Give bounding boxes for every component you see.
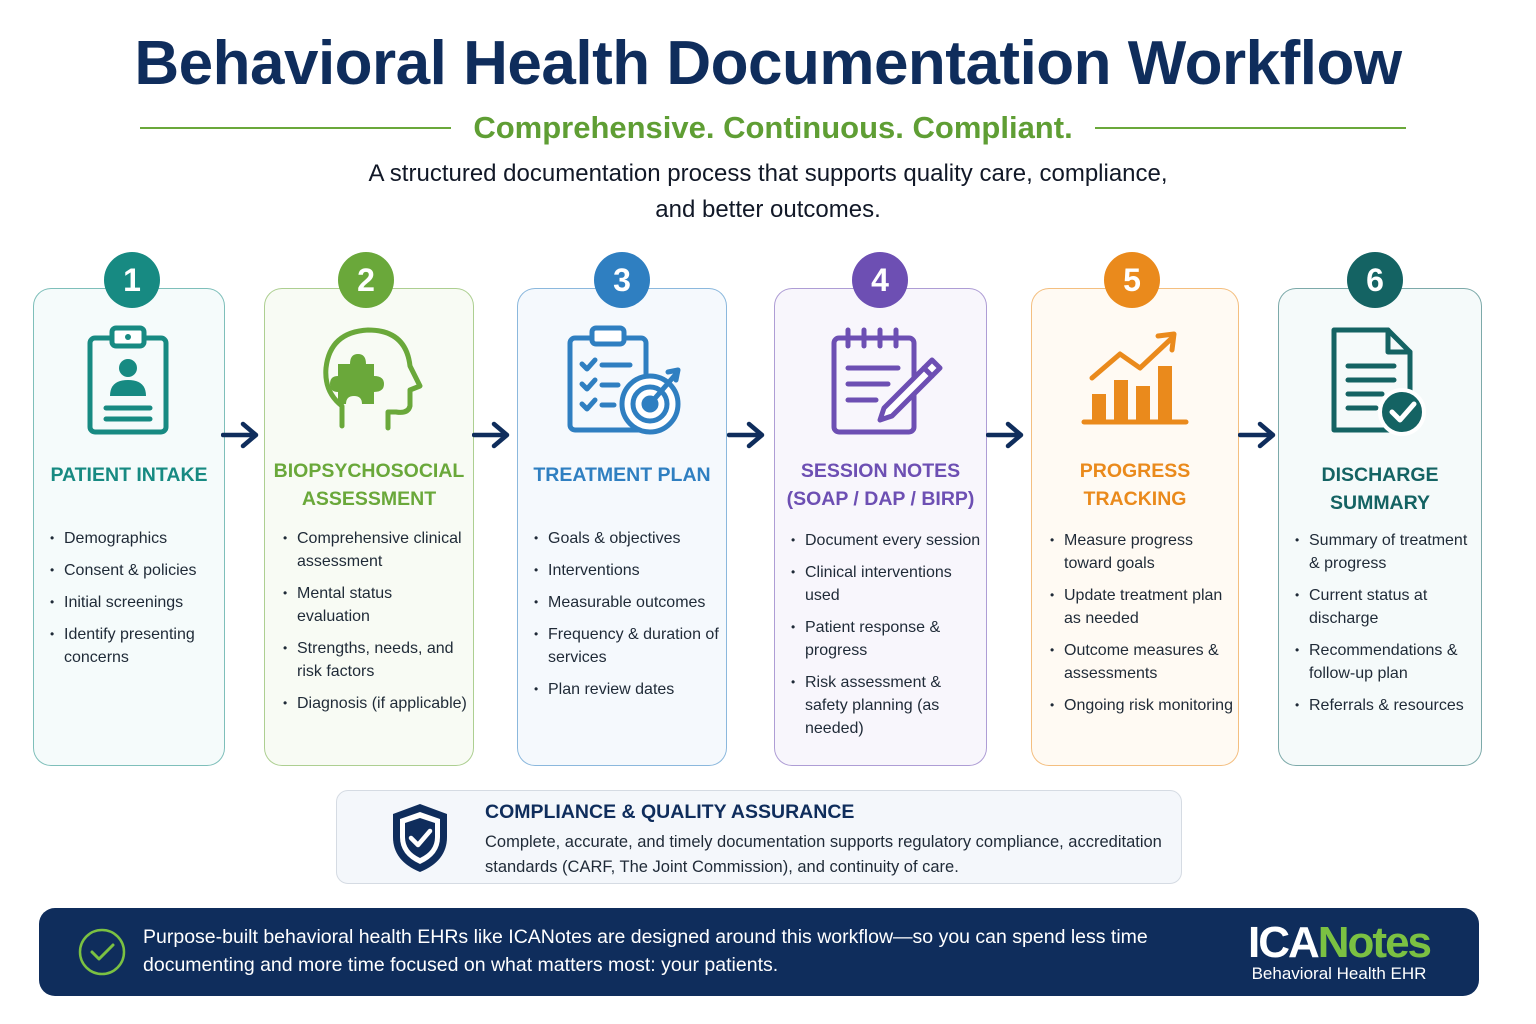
step-title: PATIENT INTAKE xyxy=(50,464,208,486)
icanotes-logo: ICANotes xyxy=(1247,918,1431,967)
step-title: PROGRESS TRACKING xyxy=(1079,460,1191,510)
list-item: • Consent & policies xyxy=(50,559,222,582)
document-check-icon xyxy=(1322,322,1442,442)
arrow-right-icon xyxy=(986,420,1026,450)
step-number-badge: 5 xyxy=(1104,252,1160,308)
list-item: • Referrals & resources xyxy=(1295,694,1481,717)
list-item: • Outcome measures & assessments xyxy=(1050,639,1236,685)
list-item: • Diagnosis (if applicable) xyxy=(283,692,469,715)
list-item: • Mental status evaluation xyxy=(283,582,469,628)
step-title: BIOPSYCHOSOCIAL ASSESSMENT xyxy=(273,460,465,510)
arrow-right-icon xyxy=(472,420,512,450)
step-list xyxy=(791,529,983,749)
checklist-target-icon xyxy=(564,320,684,440)
arrow-right-icon xyxy=(727,420,767,450)
list-item: • Strengths, needs, and risk factors xyxy=(283,637,469,683)
tagline-row xyxy=(140,106,1406,150)
list-item: • Update treatment plan as needed xyxy=(1050,584,1236,630)
list-item: • Identify presenting concerns xyxy=(50,623,222,669)
list-item: • Document every session xyxy=(791,529,983,552)
step-number-badge: 4 xyxy=(852,252,908,308)
compliance-text: Complete, accurate, and timely documentation supports regulatory compliance, accreditation standards (CARF, The Joint Commission), and continuity of care. xyxy=(485,833,1162,876)
step-list xyxy=(50,527,222,678)
list-item: • Initial screenings xyxy=(50,591,222,614)
step-title: DISCHARGE SUMMARY xyxy=(1321,464,1439,514)
list-item: • Clinical interventions used xyxy=(791,561,983,607)
page-title: Behavioral Health Documentation Workflow xyxy=(134,29,1402,98)
footer-text: Purpose-built behavioral health EHRs like ICANotes are designed around this workflow—so you can spend less time documenting and more time focused on what matters most: your patients. xyxy=(143,926,1148,976)
list-item: • Patient response & progress xyxy=(791,616,983,662)
step-number-badge: 2 xyxy=(338,252,394,308)
list-item: • Frequency & duration of services xyxy=(534,623,724,669)
list-item: • Ongoing risk monitoring xyxy=(1050,694,1236,717)
arrow-right-icon xyxy=(221,420,261,450)
step-list xyxy=(283,527,469,724)
tagline-divider-right xyxy=(1095,127,1406,129)
list-item: • Plan review dates xyxy=(534,678,724,701)
notepad-pencil-icon xyxy=(826,322,946,442)
check-circle-icon xyxy=(77,927,127,977)
list-item: • Interventions xyxy=(534,559,724,582)
list-item: • Measure progress toward goals xyxy=(1050,529,1236,575)
compliance-title: COMPLIANCE & QUALITY ASSURANCE xyxy=(485,801,855,823)
list-item: • Recommendations & follow-up plan xyxy=(1295,639,1481,685)
step-number-badge: 6 xyxy=(1347,252,1403,308)
tagline: Comprehensive. Continuous. Compliant. xyxy=(473,110,1073,145)
list-item: • Comprehensive clinical assessment xyxy=(283,527,469,573)
list-item: • Summary of treatment & progress xyxy=(1295,529,1481,575)
subtitle: A structured documentation process that supports quality care, compliance, and better outcomes. xyxy=(368,160,1168,223)
bar-chart-growth-icon xyxy=(1076,322,1196,442)
step-list xyxy=(1050,529,1236,726)
step-number-badge: 3 xyxy=(594,252,650,308)
tagline-divider-left xyxy=(140,127,451,129)
list-item: • Current status at discharge xyxy=(1295,584,1481,630)
head-puzzle-icon xyxy=(310,322,430,442)
arrow-right-icon xyxy=(1238,420,1278,450)
step-title: SESSION NOTES (SOAP / DAP / BIRP) xyxy=(786,460,975,510)
clipboard-person-icon xyxy=(68,320,188,440)
logo-subtitle: Behavioral Health EHR xyxy=(1251,964,1427,983)
step-list xyxy=(534,527,724,710)
list-item: • Risk assessment & safety planning (as needed) xyxy=(791,671,983,740)
compliance-panel xyxy=(336,790,1182,884)
footer-banner xyxy=(39,908,1479,996)
step-number-badge: 1 xyxy=(104,252,160,308)
step-list xyxy=(1295,529,1481,726)
shield-check-icon xyxy=(387,801,453,875)
step-title: TREATMENT PLAN xyxy=(533,464,711,486)
list-item: • Goals & objectives xyxy=(534,527,724,550)
list-item: • Measurable outcomes xyxy=(534,591,724,614)
list-item: • Demographics xyxy=(50,527,222,550)
